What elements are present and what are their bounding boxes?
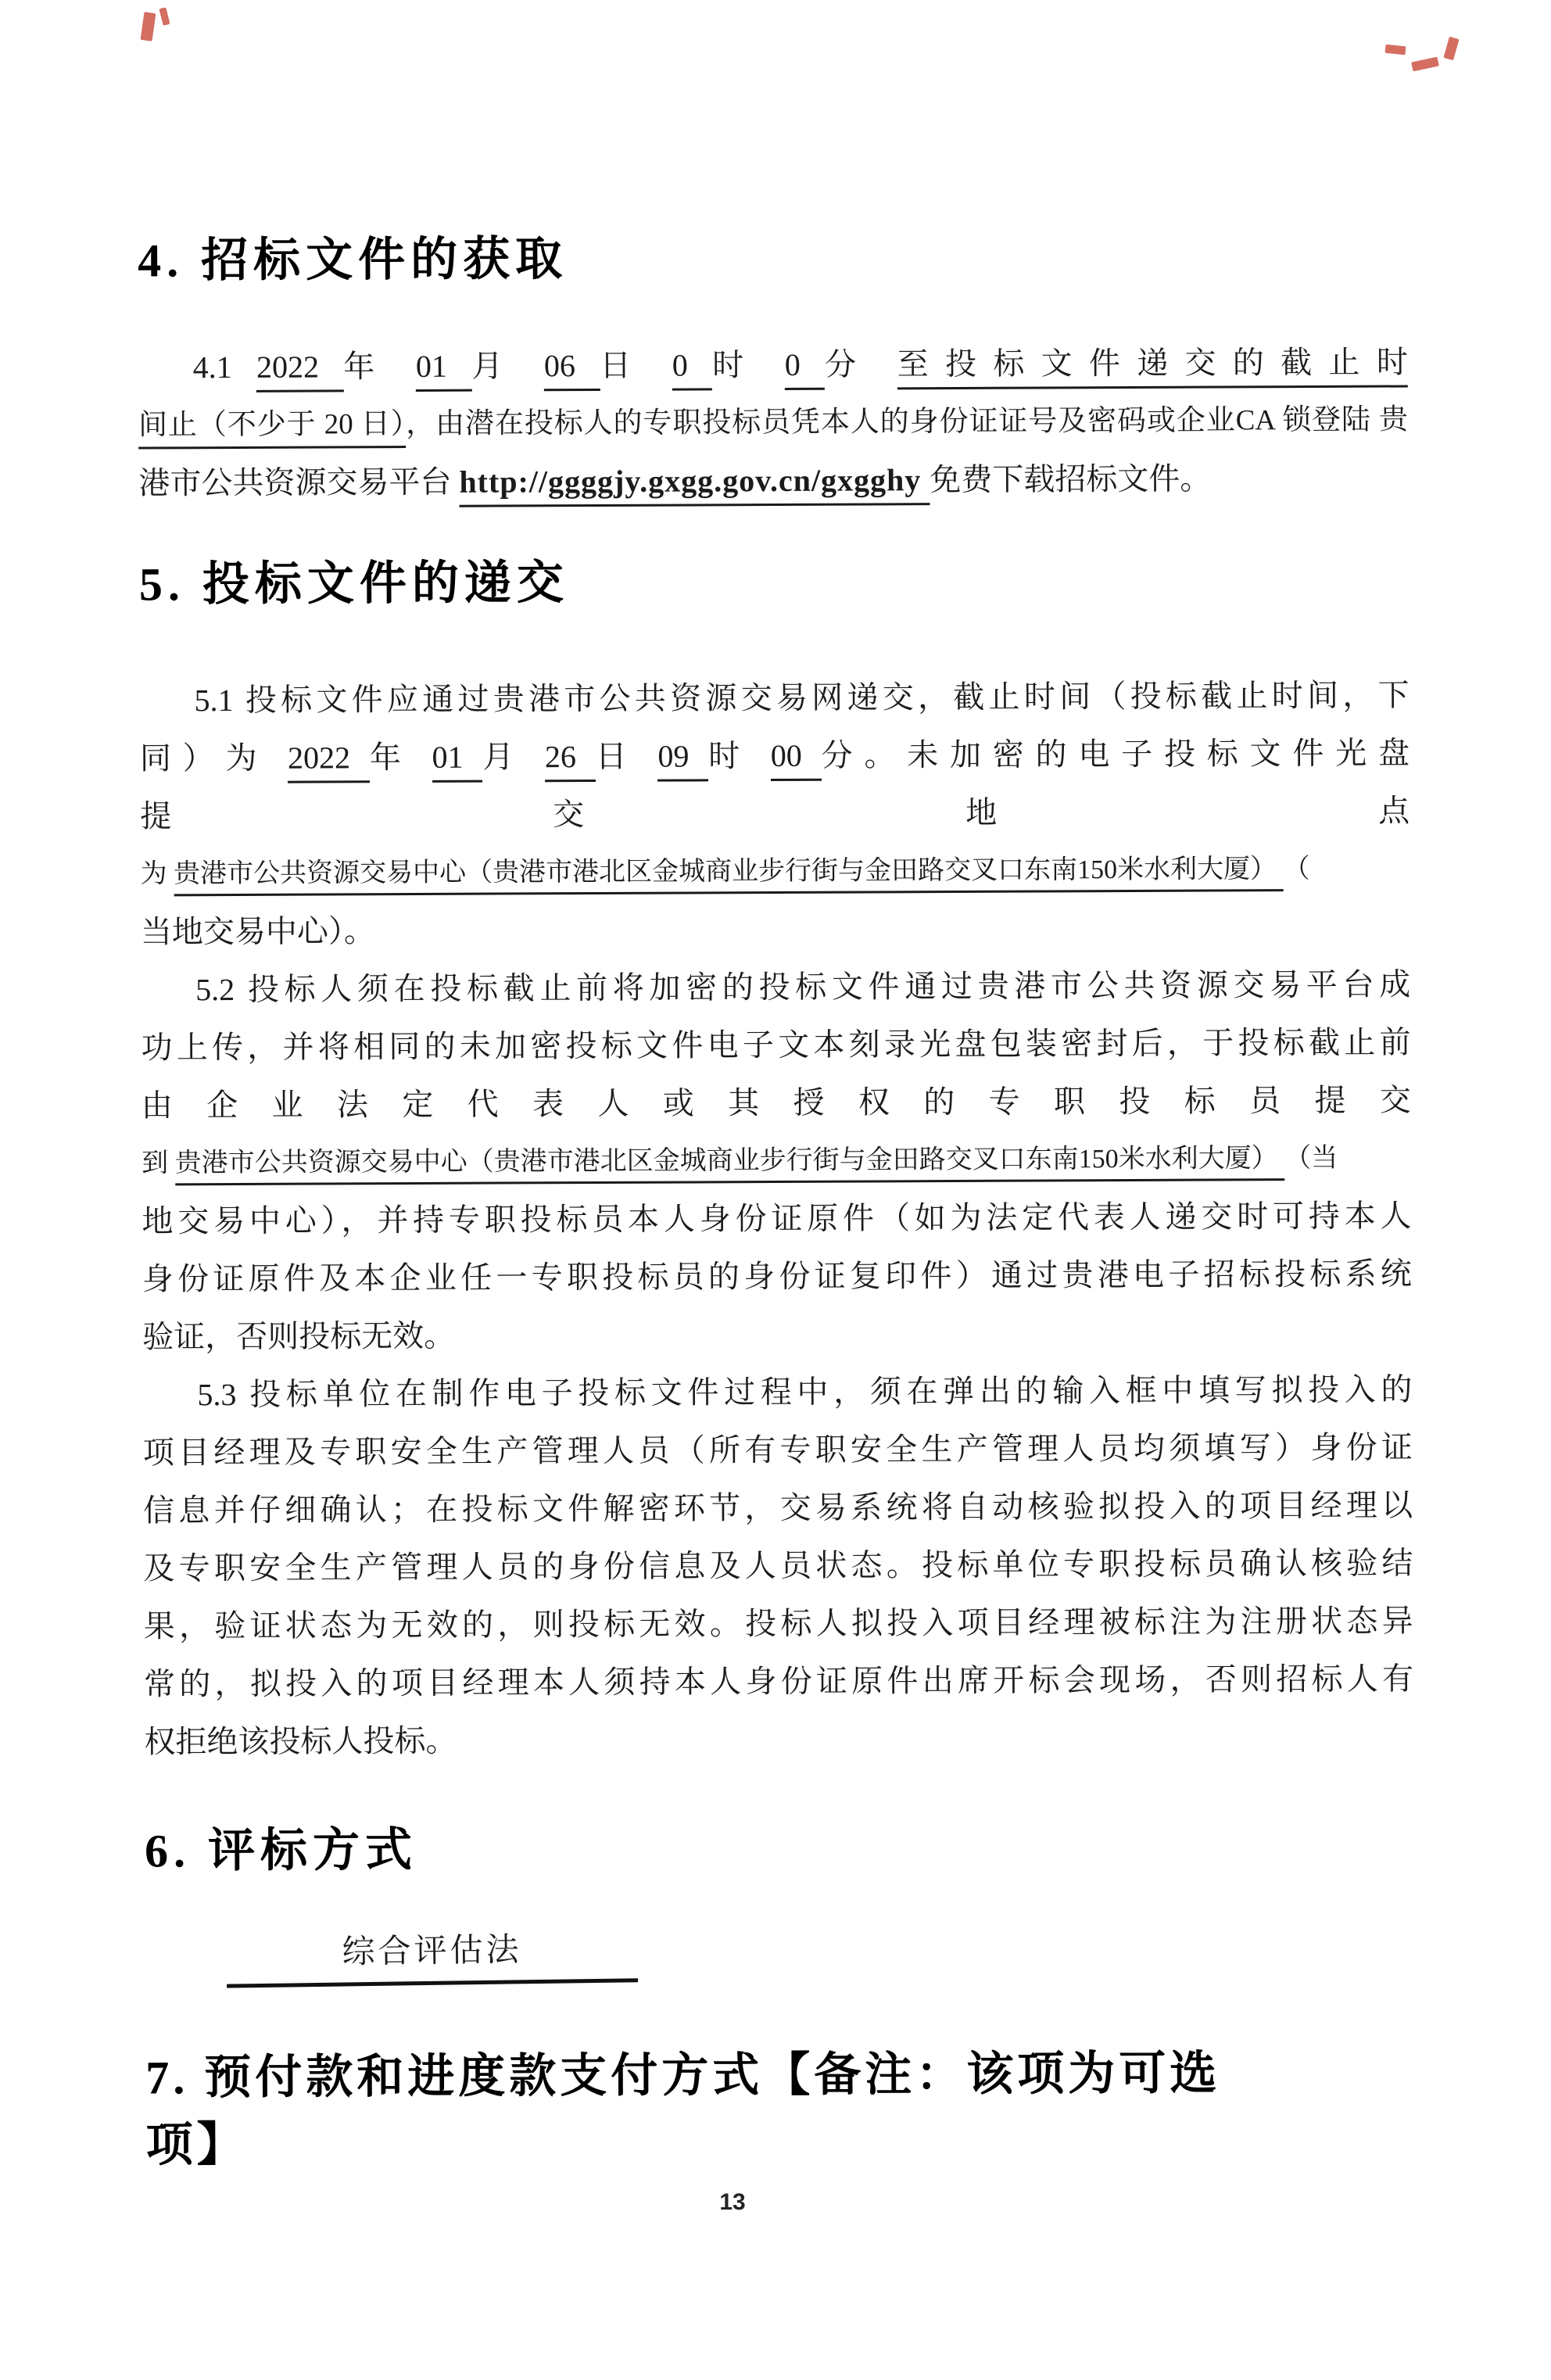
document-body bbox=[138, 225, 1416, 2178]
text-segment: 年 bbox=[369, 739, 432, 776]
text-line bbox=[144, 1708, 1413, 1771]
section-7-heading-line: 项】 bbox=[145, 2118, 248, 2171]
text-segment: 由 企 业 法 定 代 表 人 或 其 授 权 的 专 职 投 标 员 提 交 bbox=[141, 1082, 1411, 1124]
section-5-heading-line: 5. 投标文件的递交 bbox=[138, 557, 570, 611]
text-segment: 地交易中心），并持专职投标员本人身份证原件（如为法定代表人递交时可持本人 bbox=[141, 1198, 1412, 1239]
text-line bbox=[143, 1418, 1413, 1482]
text-segment: 权拒绝该投标人投标。 bbox=[144, 1722, 457, 1760]
text-segment: 5.3 投标单位在制作电子投标文件过程中，须在弹出的输入框中填写拟投入的 bbox=[197, 1371, 1413, 1413]
text-segment: ，由潜在投标人的专职投标员凭本人的身份证证号及密码或企业CA 锁登陆 贵 bbox=[406, 403, 1409, 441]
text-line bbox=[140, 840, 1410, 903]
text-segment: 同）为 bbox=[139, 740, 288, 776]
underlined-blank: 0 bbox=[672, 347, 713, 390]
para-5-1 bbox=[139, 666, 1410, 961]
text-line bbox=[140, 782, 1410, 845]
text-line bbox=[141, 898, 1410, 961]
section-7-heading bbox=[145, 2038, 1416, 2178]
underlined-blank: 2022 bbox=[288, 740, 370, 783]
text-line bbox=[139, 666, 1409, 729]
underlined-blank: 00 bbox=[771, 738, 822, 781]
text-segment: 到 bbox=[141, 1149, 175, 1178]
underlined-blank: 间止（不少于 20 日） bbox=[138, 408, 406, 449]
section-6-heading bbox=[145, 1815, 1414, 1880]
text-segment: 分。未加密的电子投标文件光盘 bbox=[821, 735, 1410, 773]
text-line bbox=[141, 1187, 1411, 1250]
text-segment: 提 交 地 点 bbox=[140, 793, 1410, 834]
text-line bbox=[141, 1129, 1411, 1192]
underlined-blank: 贵港市公共资源交易中心（贵港市港北区金城商业步行街与金田路交叉口东南150米水利大厦） bbox=[175, 1144, 1285, 1185]
para-5-3 bbox=[142, 1360, 1413, 1771]
text-line bbox=[144, 1650, 1413, 1713]
section-5-heading bbox=[139, 549, 1409, 614]
text-line bbox=[138, 391, 1408, 454]
para-4-1 bbox=[138, 333, 1409, 512]
underlined-blank: 09 bbox=[657, 738, 708, 781]
text-line bbox=[138, 333, 1408, 396]
text-line bbox=[144, 1592, 1413, 1655]
text-line bbox=[143, 1534, 1413, 1597]
text-segment: 分 bbox=[825, 346, 897, 382]
underlined-blank: http://ggggjy.gxgg.gov.cn/gxgghy bbox=[459, 462, 930, 507]
underlined-blank: 01 bbox=[416, 349, 472, 392]
para-5-2 bbox=[141, 955, 1412, 1366]
text-segment: 时 bbox=[712, 346, 785, 383]
text-segment: 当地交易中心）。 bbox=[140, 913, 375, 950]
text-segment: （ bbox=[1283, 855, 1310, 884]
text-segment: 年 bbox=[343, 349, 417, 385]
text-line bbox=[142, 1303, 1412, 1366]
underlined-blank: 26 bbox=[545, 739, 596, 782]
text-segment: 月 bbox=[471, 348, 545, 384]
text-segment: 时 bbox=[708, 738, 771, 774]
section-4-heading bbox=[138, 225, 1407, 290]
text-segment: 果，验证状态为无效的，则投标无效。投标人拟投入项目经理被标注为注册状态异 bbox=[143, 1603, 1413, 1644]
text-line bbox=[138, 449, 1408, 512]
text-segment: 日 bbox=[600, 347, 672, 383]
text-line bbox=[141, 955, 1410, 1019]
text-segment: 项目经理及专职安全生产管理人员（所有专职安全生产管理人员均须填写）身份证 bbox=[142, 1429, 1413, 1471]
text-segment: 免费下载招标文件。 bbox=[930, 461, 1212, 498]
text-segment: 信息并仔细确认；在投标文件解密环节，交易系统将自动核验拟投入的项目经理以 bbox=[143, 1487, 1413, 1529]
section-7-heading-line: 7. 预付款和进度款支付方式【备注：该项为可选 bbox=[145, 2047, 1221, 2104]
underlined-blank: 06 bbox=[544, 348, 600, 391]
text-segment: 5.2 投标人须在投标截止前将加密的投标文件通过贵港市公共资源交易平台成 bbox=[195, 966, 1411, 1008]
text-line bbox=[140, 724, 1410, 787]
page-number: 13 bbox=[719, 2189, 746, 2215]
section-4-heading-line: 4. 招标文件的获取 bbox=[137, 233, 568, 287]
underlined-blank: 01 bbox=[432, 740, 482, 783]
text-segment: 验证，否则投标无效。 bbox=[142, 1317, 456, 1355]
underlined-blank: 至投标文件递交的截止时 bbox=[897, 344, 1408, 389]
text-segment: （当 bbox=[1284, 1143, 1338, 1174]
underlined-blank: 贵港市公共资源交易中心（贵港市港北区金城商业步行街与金田路交叉口东南150米水利大厦） bbox=[174, 855, 1284, 896]
text-segment: 日 bbox=[595, 738, 658, 775]
text-line bbox=[142, 1360, 1412, 1424]
text-segment: 港市公共资源交易平台 bbox=[138, 464, 460, 501]
underlined-blank: 0 bbox=[785, 347, 826, 390]
text-segment: 5.1 投标文件应通过贵港市公共资源交易网递交，截止时间（投标截止时间，下 bbox=[194, 677, 1410, 719]
text-line bbox=[141, 1013, 1410, 1077]
text-segment: 常的，拟投入的项目经理本人须持本人身份证原件出席开标会现场，否则招标人有 bbox=[143, 1661, 1414, 1702]
text-line bbox=[142, 1245, 1412, 1308]
text-segment: 为 bbox=[140, 859, 174, 889]
text-segment: 及专职安全生产管理人员的身份信息及人员状态。投标单位专职投标员确认核验结 bbox=[143, 1545, 1413, 1586]
evaluation-method: 综合评估法 bbox=[226, 1922, 638, 1988]
section-6-heading-line: 6. 评标方式 bbox=[144, 1824, 418, 1877]
text-segment: 身份证原件及本企业任一专职投标员的身份证复印件）通过贵港电子招标投标系统 bbox=[141, 1256, 1412, 1297]
text-line bbox=[143, 1476, 1413, 1539]
text-segment: 月 bbox=[482, 739, 546, 775]
text-line bbox=[141, 1071, 1411, 1134]
text-segment: 4.1 bbox=[192, 349, 257, 385]
text-segment: 功上传，并将相同的未加密投标文件电子文本刻录光盘包装密封后，于投标截止前 bbox=[141, 1024, 1411, 1066]
underlined-blank: 2022 bbox=[256, 349, 344, 392]
